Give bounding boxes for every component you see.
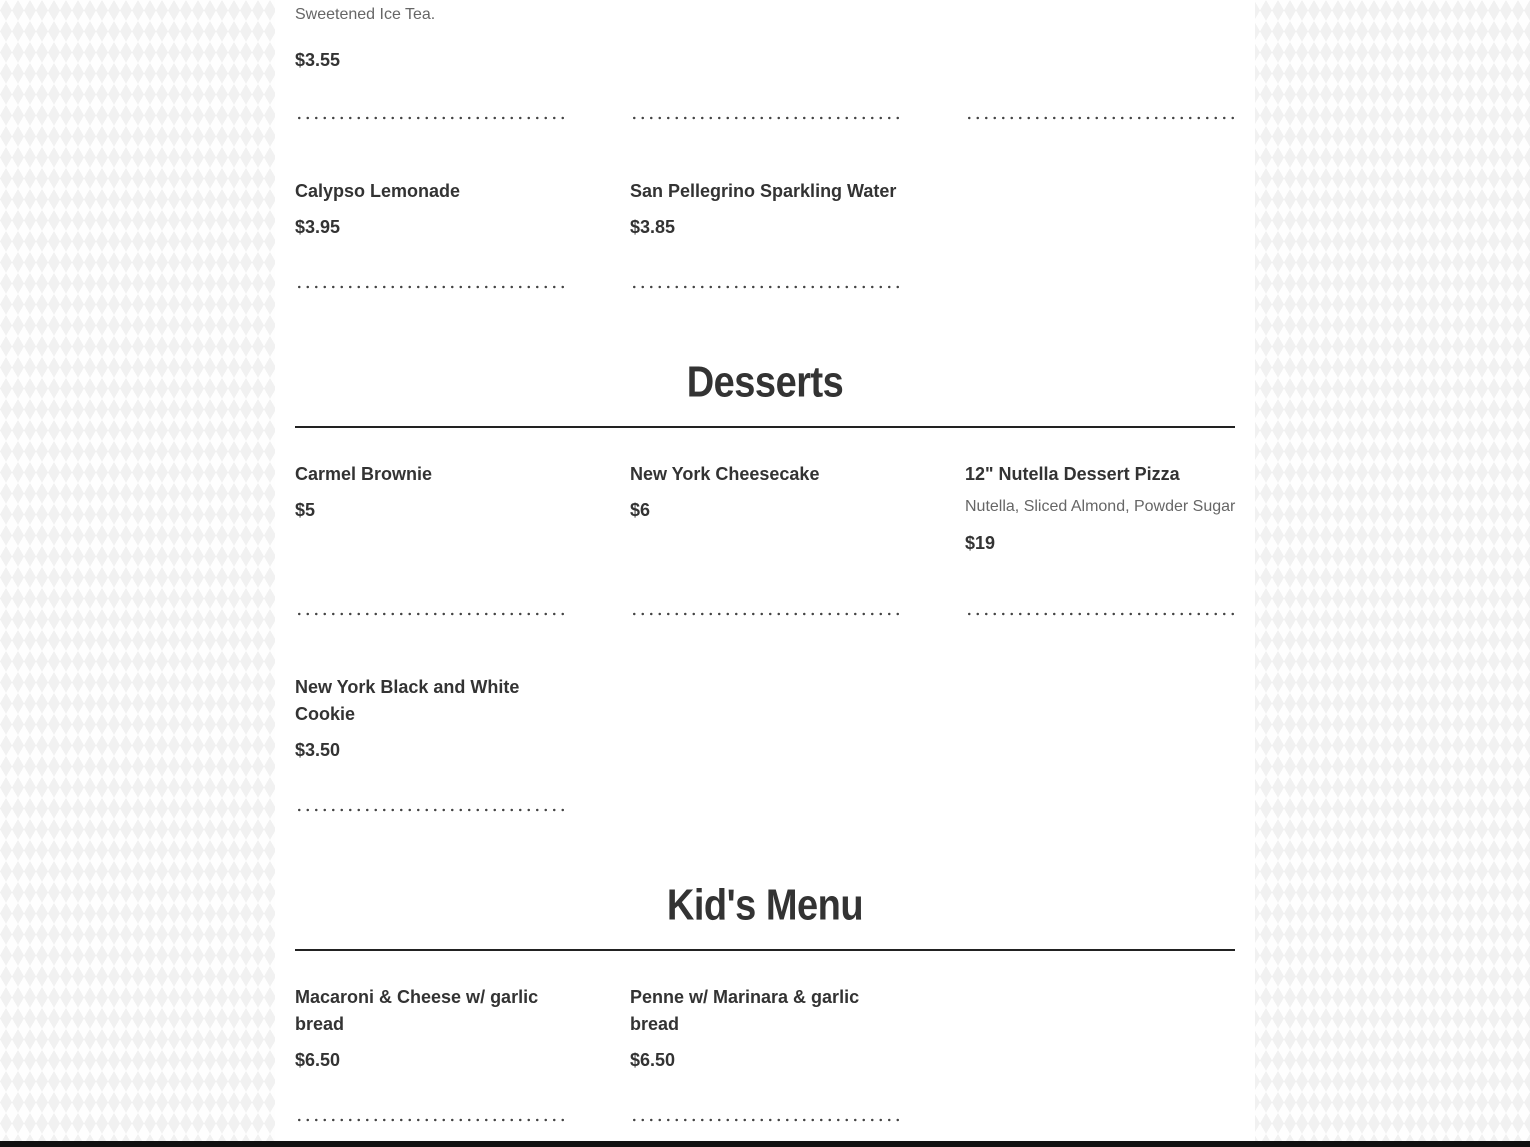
menu-item-partial	[295, 4, 565, 72]
menu-item-price: $3.85	[630, 217, 676, 237]
menu-item-name: Macaroni & Cheese w/ garlic bread	[295, 987, 539, 1034]
menu-item-description: Sweetened Ice Tea.	[295, 6, 436, 23]
dotted-divider	[630, 1118, 900, 1122]
dotted-divider	[295, 808, 565, 812]
menu-item-name: New York Black and White Cookie	[295, 677, 520, 724]
menu-item	[630, 178, 900, 239]
footer-bar	[0, 1141, 1530, 1147]
dotted-divider	[965, 116, 1235, 120]
menu-panel	[275, 0, 1255, 1141]
dotted-divider	[295, 612, 565, 616]
menu-item-name: New York Cheesecake	[630, 464, 820, 484]
dotted-divider	[295, 285, 565, 289]
section-title-desserts: Desserts	[686, 358, 844, 408]
menu-item-name: Calypso Lemonade	[295, 181, 461, 201]
menu-item-price: $6.50	[630, 1050, 676, 1070]
menu-item-name: San Pellegrino Sparkling Water	[630, 181, 897, 201]
menu-item	[965, 461, 1235, 555]
menu-item-price: $6.50	[295, 1050, 341, 1070]
dotted-divider	[630, 285, 900, 289]
dotted-divider	[965, 612, 1235, 616]
menu-item-price: $3.95	[295, 217, 341, 237]
dotted-divider	[295, 116, 565, 120]
section-rule	[295, 426, 1235, 428]
menu-item	[630, 984, 875, 1072]
menu-item	[295, 674, 545, 762]
menu-item-name: Carmel Brownie	[295, 464, 433, 484]
dotted-divider	[295, 1118, 565, 1122]
dotted-divider	[630, 612, 900, 616]
section-rule	[295, 949, 1235, 951]
menu-item-price: $3.55	[295, 50, 341, 70]
menu-item-price: $19	[965, 533, 996, 553]
section-title-kids-menu: Kid's Menu	[666, 881, 864, 931]
menu-item	[630, 461, 900, 522]
menu-item-price: $6	[630, 500, 651, 520]
menu-item	[295, 984, 550, 1072]
menu-item-name: Penne w/ Marinara & garlic bread	[630, 987, 860, 1034]
menu-item-price: $5	[295, 500, 316, 520]
menu-item-name: 12" Nutella Dessert Pizza	[965, 464, 1180, 484]
dotted-divider	[630, 116, 900, 120]
menu-item	[295, 461, 565, 522]
menu-item-price: $3.50	[295, 740, 341, 760]
menu-item-description: Nutella, Sliced Almond, Powder Sugar	[965, 498, 1236, 515]
menu-item	[295, 178, 565, 239]
